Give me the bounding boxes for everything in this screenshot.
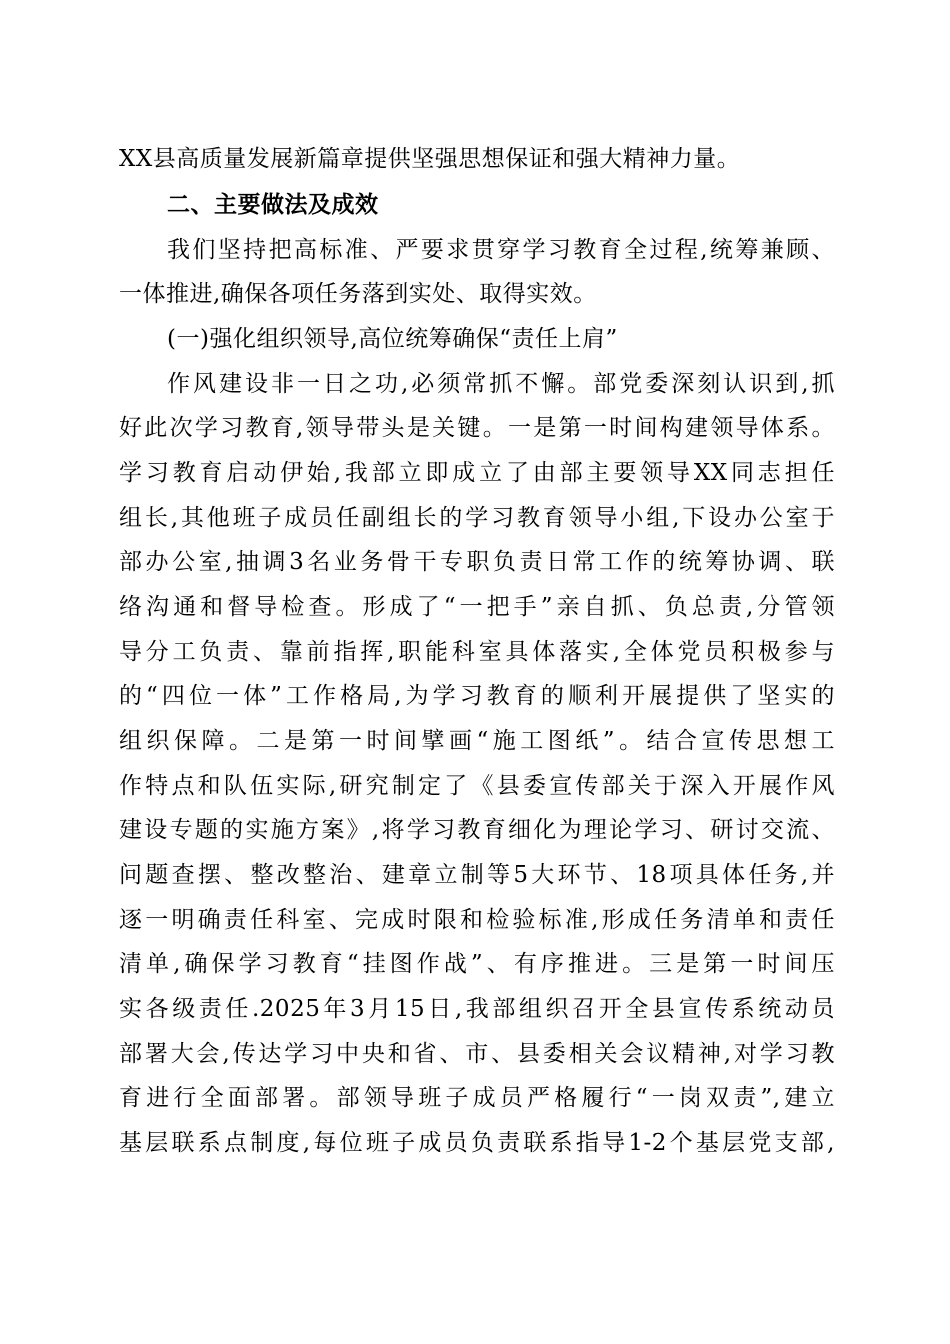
- paragraph-line: XX县高质量发展新篇章提供坚强思想保证和强大精神力量。: [119, 146, 741, 172]
- paragraph-line: 建设专题的实施方案》,将学习教育细化为理论学习、研讨交流、: [119, 817, 835, 843]
- paragraph-line: 组织保障。二是第一时间擘画“施工图纸”。结合宣传思想工: [119, 728, 835, 754]
- paragraph-line: 作风建设非一日之功,必须常抓不懈。部党委深刻认识到,抓: [167, 371, 835, 397]
- paragraph-line: 我们坚持把高标准、严要求贯穿学习教育全过程,统筹兼顾、: [167, 237, 835, 263]
- paragraph-line: 络沟通和督导检查。形成了“一把手”亲自抓、负总责,分管领: [119, 594, 835, 620]
- paragraph-line: 实各级责任.2025年3月15日,我部组织召开全县宣传系统动员: [119, 996, 835, 1022]
- paragraph-line: 好此次学习教育,领导带头是关键。一是第一时间构建领导体系。: [119, 415, 835, 441]
- paragraph-line: 清单,确保学习教育“挂图作战”、有序推进。三是第一时间压: [119, 951, 835, 977]
- section-heading: 二、主要做法及成效: [167, 192, 379, 218]
- paragraph-line: 学习教育启动伊始,我部立即成立了由部主要领导XX同志担任: [119, 460, 835, 486]
- paragraph-line: 导分工负责、靠前指挥,职能科室具体落实,全体党员积极参与: [119, 639, 835, 665]
- paragraph-line: 作特点和队伍实际,研究制定了《县委宣传部关于深入开展作风: [119, 773, 835, 799]
- paragraph-line: 组长,其他班子成员任副组长的学习教育领导小组,下设办公室于: [119, 505, 835, 531]
- paragraph-line: 问题查摆、整改整治、建章立制等5大环节、18项具体任务,并: [119, 862, 835, 888]
- paragraph-line: 逐一明确责任科室、完成时限和检验标准,形成任务清单和责任: [119, 907, 835, 933]
- paragraph-line: 部办公室,抽调3名业务骨干专职负责日常工作的统筹协调、联: [119, 549, 835, 575]
- paragraph-line: 部署大会,传达学习中央和省、市、县委相关会议精神,对学习教: [119, 1041, 835, 1067]
- paragraph-line: 育进行全面部署。部领导班子成员严格履行“一岗双责”,建立: [119, 1085, 835, 1111]
- paragraph-line: 一体推进,确保各项任务落到实处、取得实效。: [119, 281, 597, 307]
- paragraph-line: 基层联系点制度,每位班子成员负责联系指导1-2个基层党支部,: [119, 1130, 835, 1156]
- paragraph-line: 的“四位一体”工作格局,为学习教育的顺利开展提供了坚实的: [119, 683, 835, 709]
- subsection-heading: (一)强化组织领导,高位统筹确保“责任上肩”: [167, 326, 618, 352]
